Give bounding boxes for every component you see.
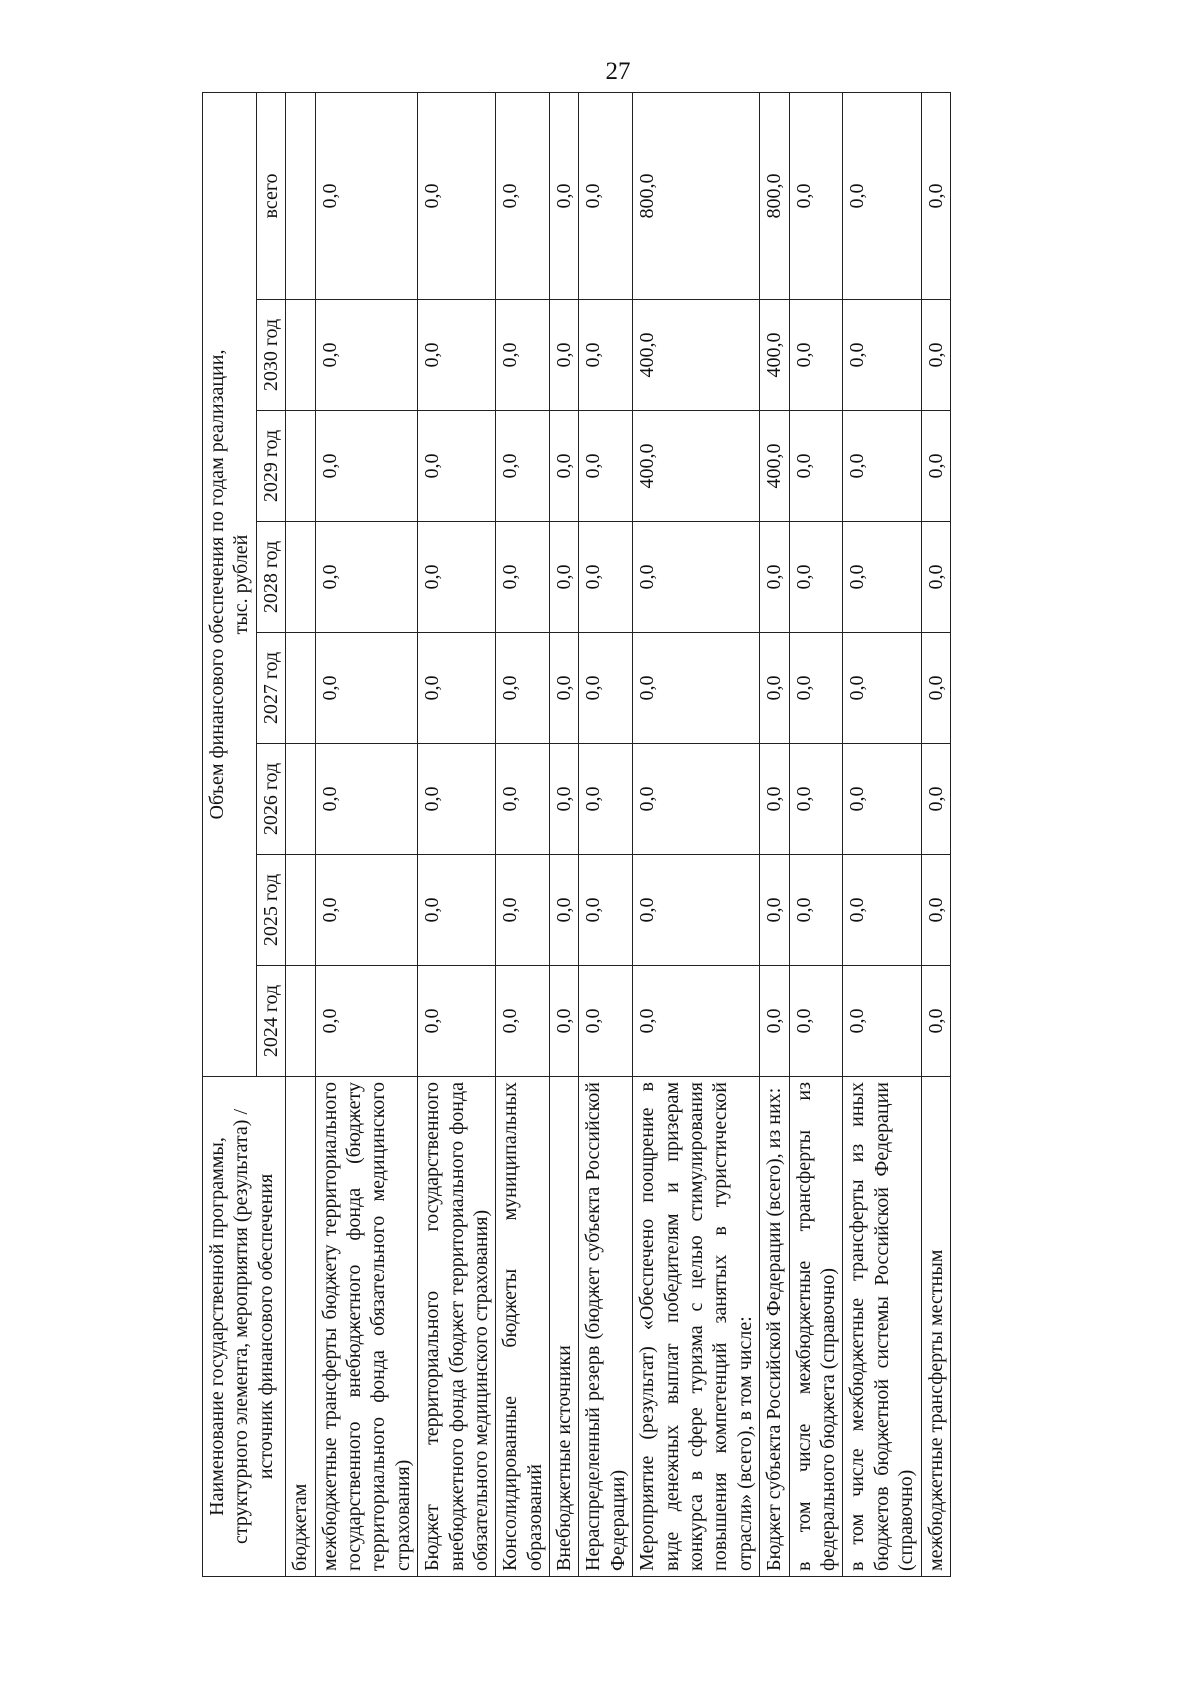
row-value: 0,0 xyxy=(843,855,921,966)
row-value: 0,0 xyxy=(418,300,496,411)
row-value: 0,0 xyxy=(579,744,633,855)
row-name: в том числе межбюджетные трансферты из федерального бюджета (справочно) xyxy=(789,1077,843,1577)
header-year: 2026 год xyxy=(256,744,285,855)
row-value: 0,0 xyxy=(843,966,921,1077)
row-value: 0,0 xyxy=(843,633,921,744)
row-value: 0,0 xyxy=(579,522,633,633)
row-value: 0,0 xyxy=(760,855,789,966)
header-year: 2030 год xyxy=(256,300,285,411)
header-year: 2027 год xyxy=(256,633,285,744)
row-value: 0,0 xyxy=(579,300,633,411)
row-name: в том числе межбюджетные трансферты из иных бюджетов бюджетной системы Российской Федерации (справочно) xyxy=(843,1077,921,1577)
row-value: 0,0 xyxy=(496,300,550,411)
header-year: 2025 год xyxy=(256,855,285,966)
row-value: 0,0 xyxy=(921,633,950,744)
row-value: 0,0 xyxy=(843,300,921,411)
row-value xyxy=(286,92,315,299)
row-value: 0,0 xyxy=(633,522,760,633)
row-value: 0,0 xyxy=(760,744,789,855)
row-value: 0,0 xyxy=(550,92,579,299)
header-year: 2024 год xyxy=(256,966,285,1077)
table-row xyxy=(789,92,843,1576)
row-value: 0,0 xyxy=(315,855,418,966)
row-value xyxy=(286,300,315,411)
row-name: Бюджет территориального государственного внебюджетного фонда (бюджет территориального фонда обязательного медицинского страхования) xyxy=(418,1077,496,1577)
row-name: межбюджетные трансферты местным xyxy=(921,1077,950,1577)
row-value xyxy=(286,744,315,855)
row-value: 0,0 xyxy=(760,966,789,1077)
row-value: 0,0 xyxy=(760,633,789,744)
row-value: 0,0 xyxy=(418,522,496,633)
row-value: 800,0 xyxy=(760,92,789,299)
row-value xyxy=(286,966,315,1077)
row-value: 0,0 xyxy=(315,966,418,1077)
row-value: 0,0 xyxy=(789,300,843,411)
header-volume-title: Объем финансового обеспечения по годам реализации, xyxy=(206,349,228,820)
row-value: 0,0 xyxy=(315,411,418,522)
row-value: 0,0 xyxy=(579,855,633,966)
row-value: 0,0 xyxy=(496,633,550,744)
row-value: 0,0 xyxy=(496,966,550,1077)
page-number: 27 xyxy=(605,58,631,85)
row-value: 0,0 xyxy=(496,411,550,522)
header-row-1 xyxy=(203,92,257,1576)
row-value: 0,0 xyxy=(418,92,496,299)
row-value: 0,0 xyxy=(315,744,418,855)
row-value: 0,0 xyxy=(633,633,760,744)
row-value: 0,0 xyxy=(843,92,921,299)
row-value: 0,0 xyxy=(315,300,418,411)
row-value: 0,0 xyxy=(550,411,579,522)
row-value xyxy=(286,522,315,633)
financing-table xyxy=(202,92,951,1577)
row-value: 0,0 xyxy=(921,522,950,633)
row-value: 0,0 xyxy=(789,92,843,299)
row-value: 0,0 xyxy=(843,411,921,522)
row-value xyxy=(286,855,315,966)
header-volume xyxy=(203,92,257,1076)
row-name: межбюджетные трансферты бюджету территориального государственного внебюджетного фонда (бюджету территориального фонда обязательного медицинского страхования) xyxy=(315,1077,418,1577)
row-value: 0,0 xyxy=(550,633,579,744)
table-row xyxy=(633,92,760,1576)
row-value: 0,0 xyxy=(315,92,418,299)
rotated-table-container xyxy=(202,93,1120,1577)
row-value: 0,0 xyxy=(921,744,950,855)
row-value: 0,0 xyxy=(496,92,550,299)
row-value: 400,0 xyxy=(760,411,789,522)
row-value: 0,0 xyxy=(789,744,843,855)
row-value: 400,0 xyxy=(760,300,789,411)
table-row xyxy=(579,92,633,1576)
row-value: 0,0 xyxy=(550,855,579,966)
row-value: 0,0 xyxy=(550,300,579,411)
row-value: 0,0 xyxy=(579,633,633,744)
row-value: 0,0 xyxy=(550,966,579,1077)
table-row xyxy=(760,92,789,1576)
row-value: 0,0 xyxy=(496,744,550,855)
row-value xyxy=(286,411,315,522)
row-value: 0,0 xyxy=(315,633,418,744)
row-name: бюджетам xyxy=(286,1077,315,1577)
row-value: 0,0 xyxy=(418,633,496,744)
table-row xyxy=(315,92,418,1576)
row-value: 0,0 xyxy=(633,966,760,1077)
table-row xyxy=(496,92,550,1576)
table-row xyxy=(921,92,950,1576)
table-row xyxy=(550,92,579,1576)
row-name: Бюджет субъекта Российской Федерации (всего), из них: xyxy=(760,1077,789,1577)
row-value: 0,0 xyxy=(789,855,843,966)
row-value: 0,0 xyxy=(843,744,921,855)
header-year: 2028 год xyxy=(256,522,285,633)
row-value: 0,0 xyxy=(579,411,633,522)
header-total: всего xyxy=(256,92,285,299)
row-value: 0,0 xyxy=(843,522,921,633)
row-value: 0,0 xyxy=(921,300,950,411)
row-name: Консолидированные бюджеты муниципальных образований xyxy=(496,1077,550,1577)
row-value: 0,0 xyxy=(633,855,760,966)
row-value: 0,0 xyxy=(789,411,843,522)
header-volume-unit: тыс. рублей xyxy=(230,534,253,635)
row-value: 800,0 xyxy=(633,92,760,299)
row-value: 0,0 xyxy=(579,92,633,299)
row-value: 0,0 xyxy=(418,966,496,1077)
header-year: 2029 год xyxy=(256,411,285,522)
row-value: 0,0 xyxy=(418,744,496,855)
row-value: 0,0 xyxy=(633,744,760,855)
row-name: Внебюджетные источники xyxy=(550,1077,579,1577)
row-value: 0,0 xyxy=(496,855,550,966)
table-row xyxy=(843,92,921,1576)
row-name: Нераспределенный резерв (бюджет субъекта Российской Федерации) xyxy=(579,1077,633,1577)
row-value: 0,0 xyxy=(921,966,950,1077)
row-name: Мероприятие (результат) «Обеспечено поощрение в виде денежных выплат победителям и призерам конкурса в сфере туризма с целью стимулирования повышения компетенций занятых в туристической отрасли» (всего), в том числе: xyxy=(633,1077,760,1577)
row-value: 400,0 xyxy=(633,300,760,411)
header-name-col: Наименование государственной программы, структурного элемента, мероприятия (результата) / источник финансового обеспечения xyxy=(203,1077,286,1577)
row-value: 0,0 xyxy=(418,855,496,966)
row-value: 0,0 xyxy=(315,522,418,633)
row-value: 0,0 xyxy=(921,92,950,299)
table-row xyxy=(286,92,315,1576)
row-value: 0,0 xyxy=(789,522,843,633)
row-value: 0,0 xyxy=(789,966,843,1077)
row-value: 0,0 xyxy=(418,411,496,522)
row-value: 0,0 xyxy=(789,633,843,744)
row-value: 0,0 xyxy=(760,522,789,633)
row-value: 0,0 xyxy=(921,411,950,522)
row-value: 400,0 xyxy=(633,411,760,522)
row-value: 0,0 xyxy=(496,522,550,633)
row-value: 0,0 xyxy=(921,855,950,966)
row-value: 0,0 xyxy=(550,522,579,633)
row-value xyxy=(286,633,315,744)
row-value: 0,0 xyxy=(579,966,633,1077)
table-row xyxy=(418,92,496,1576)
row-value: 0,0 xyxy=(550,744,579,855)
